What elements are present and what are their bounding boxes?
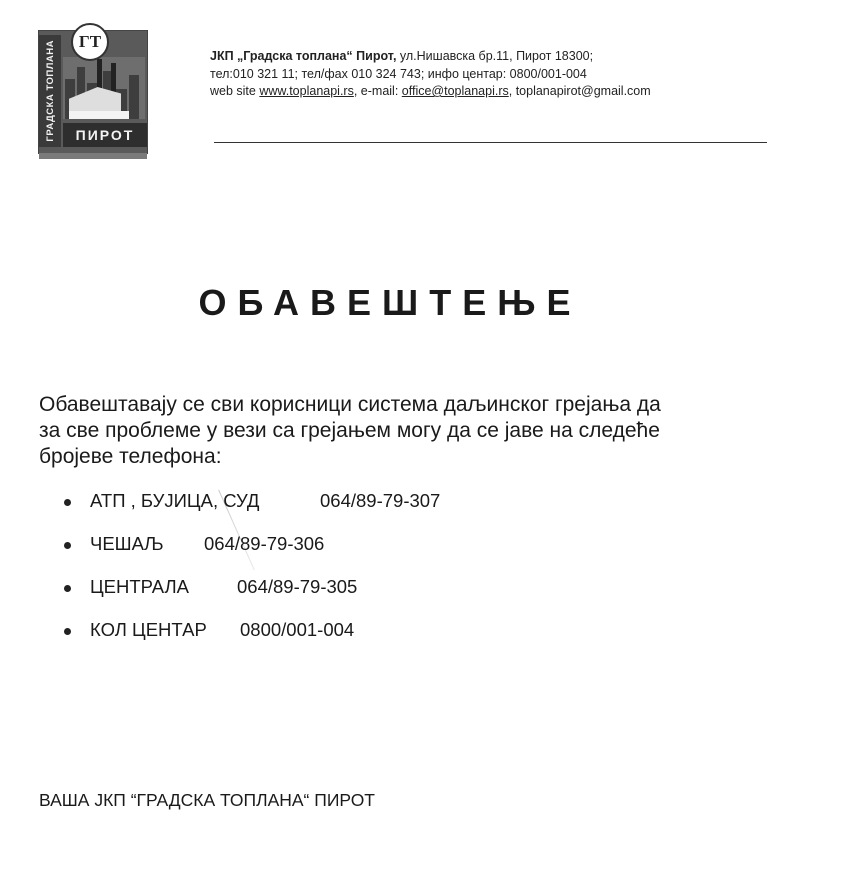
letterhead-web-line: web site www.toplanapi.rs, e-mail: office@toplanapi.rs, toplanapirot@gmail.com	[210, 84, 651, 98]
bullet-icon	[64, 542, 71, 549]
contact-name: ЧЕШАЉ	[90, 533, 164, 554]
logo-monogram: ГТ	[71, 23, 109, 61]
logo-city-illustration	[63, 57, 145, 119]
contact-phone: 064/89-79-307	[320, 490, 441, 511]
email-link[interactable]: office@toplanapi.rs	[401, 84, 509, 98]
contact-phone: 064/89-79-306	[204, 533, 325, 554]
intro-line-3: бројеве телефона:	[39, 445, 222, 468]
contact-list	[64, 490, 664, 662]
logo-side-text: ГРАДСКА ТОПЛАНА	[44, 40, 56, 142]
signature-line: ВАША ЈКП “ГРАДСКА ТОПЛАНА“ ПИРОТ	[39, 790, 375, 810]
contact-name: АТП , БУЈИЦА, СУД	[90, 490, 260, 511]
notice-intro	[39, 392, 759, 470]
contact-phone: 0800/001-004	[240, 619, 355, 640]
contact-item	[64, 533, 664, 576]
contact-phone: 064/89-79-305	[237, 576, 358, 597]
bullet-icon	[64, 628, 71, 635]
intro-line-2: за све проблеме у вези са грејањем могу да се јаве на следеће	[39, 419, 660, 442]
intro-line-1: Обавештавају се сви корисници система даљинског грејања да	[39, 393, 661, 416]
bullet-icon	[64, 499, 71, 506]
company-logo	[38, 30, 148, 154]
company-address: ул.Нишавска бр.11, Пирот 18300;	[396, 49, 594, 63]
contact-name: КОЛ ЦЕНТАР	[90, 619, 207, 640]
notice-title: ОБАВЕШТЕЊЕ	[198, 282, 582, 323]
header-divider	[214, 142, 767, 143]
contact-name: ЦЕНТРАЛА	[90, 576, 190, 597]
bullet-icon	[64, 585, 71, 592]
letterhead-address-line	[210, 48, 810, 66]
letterhead-phone-line: тел:010 321 11; тел/фах 010 324 743; инфо центар: 0800/001-004	[210, 66, 587, 81]
letterhead	[210, 48, 810, 101]
contact-item	[64, 490, 664, 533]
secondary-email: , toplanapirot@gmail.com	[508, 84, 651, 98]
company-name: ЈКП „Градска топлана“ Пирот,	[210, 49, 397, 63]
logo-side-band	[39, 35, 61, 147]
logo-city-name: ПИРОТ	[63, 123, 147, 147]
website-link[interactable]: www.toplanapi.rs	[259, 84, 354, 98]
contact-item	[64, 619, 664, 662]
contact-item	[64, 576, 664, 619]
